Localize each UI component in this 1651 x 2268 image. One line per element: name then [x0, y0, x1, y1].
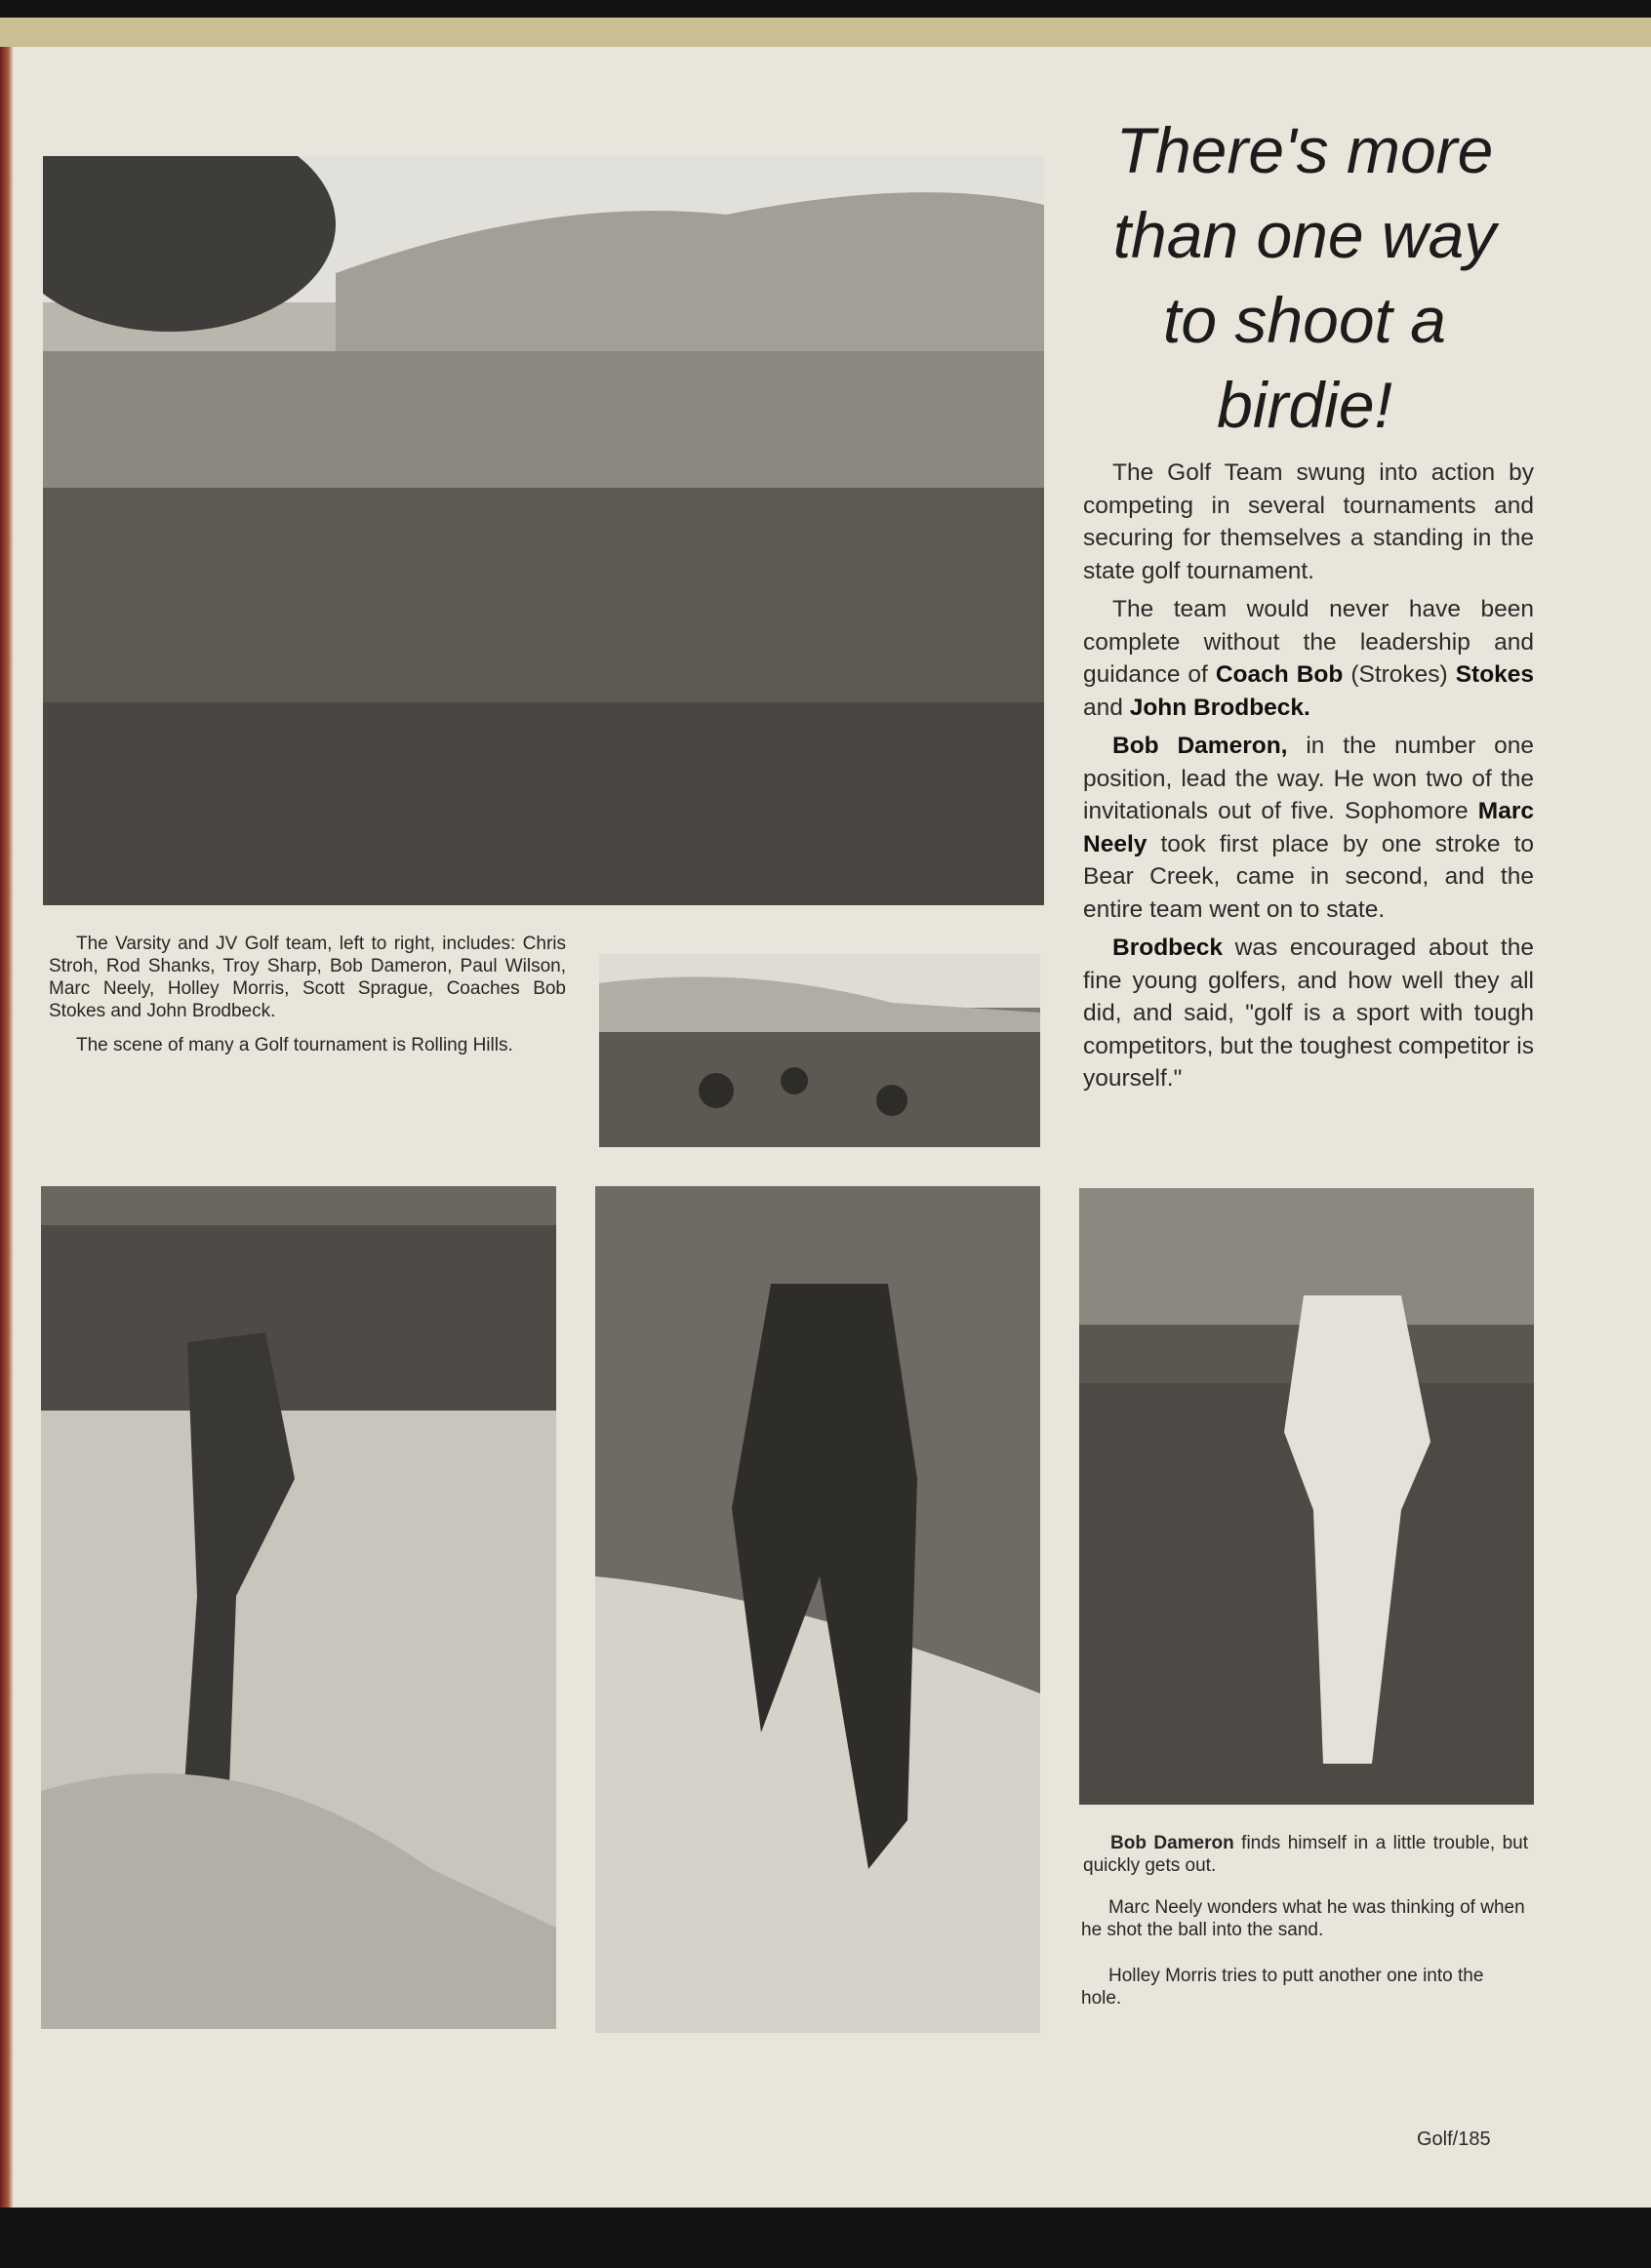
neely-name: Marc Neely [1083, 798, 1534, 857]
p4-text: was encouraged about the fine young golfers, and how well they all did, and said, "golf is a sport with tough competitors, but the toughest competitor is yourself." [1083, 935, 1534, 1092]
stokes-name: Stokes [1455, 661, 1535, 688]
dameron-caption-name: Bob Dameron [1110, 1833, 1234, 1853]
p2-and: and [1083, 694, 1123, 721]
article-paragraph-3 [1083, 730, 1534, 926]
brodbeck-quote-name: Brodbeck [1112, 935, 1224, 961]
dameron-name: Bob Dameron, [1112, 733, 1288, 759]
page-number: Golf/185 [1417, 2129, 1491, 2150]
page-binding-edge [0, 47, 14, 2208]
dameron-caption-text: finds himself in a little trouble, but quickly gets out. [1083, 1833, 1529, 1876]
team-caption: The Varsity and JV Golf team, left to right, includes: Chris Stroh, Rod Shanks, Troy Sharp, Bob Dameron, Paul Wilson, Marc Neely, Holley Morris, Scott Sprague, Coaches Bob Stokes and John Brodbeck. [49, 934, 566, 1021]
p3-text-1: in the number one position, lead the way. He won two of the invitationals out of five. Sophomore [1083, 733, 1534, 824]
p2-nickname: (Strokes) [1350, 661, 1448, 688]
headline: There's more than one way to shoot a birdie! [1112, 114, 1497, 441]
bunker-shot-photo-1 [41, 1186, 556, 2029]
team-photo [43, 156, 1044, 905]
neely-caption: Marc Neely wonders what he was thinking of when he shot the ball into the sand. [1081, 1897, 1525, 1940]
bunker-shot-photo-2 [595, 1186, 1040, 2033]
brodbeck-name: John Brodbeck. [1129, 694, 1310, 721]
article-body [1083, 457, 1534, 1095]
article-paragraph-4 [1083, 932, 1534, 1095]
rolling-hills-photo [599, 954, 1040, 1147]
article-paragraph-1: The Golf Team swung into action by competing in several tournaments and securing for themselves a standing in the state golf tournament. [1083, 459, 1534, 584]
p2-text: The team would never have been complete without the leadership and guidance of [1083, 596, 1534, 688]
article-paragraph-2 [1083, 593, 1534, 724]
putting-photo [1079, 1188, 1534, 1805]
p3-text-2: took first place by one stroke to Bear Creek, came in second, and the entire team went on to state. [1083, 830, 1535, 923]
yearbook-page [0, 18, 1651, 2208]
dameron-caption [1083, 1832, 1528, 1877]
scene-caption: The scene of many a Golf tournament is Rolling Hills. [76, 1035, 513, 1055]
morris-caption: Holley Morris tries to putt another one into the hole. [1081, 1966, 1484, 2009]
coach-name: Coach Bob [1215, 661, 1344, 688]
